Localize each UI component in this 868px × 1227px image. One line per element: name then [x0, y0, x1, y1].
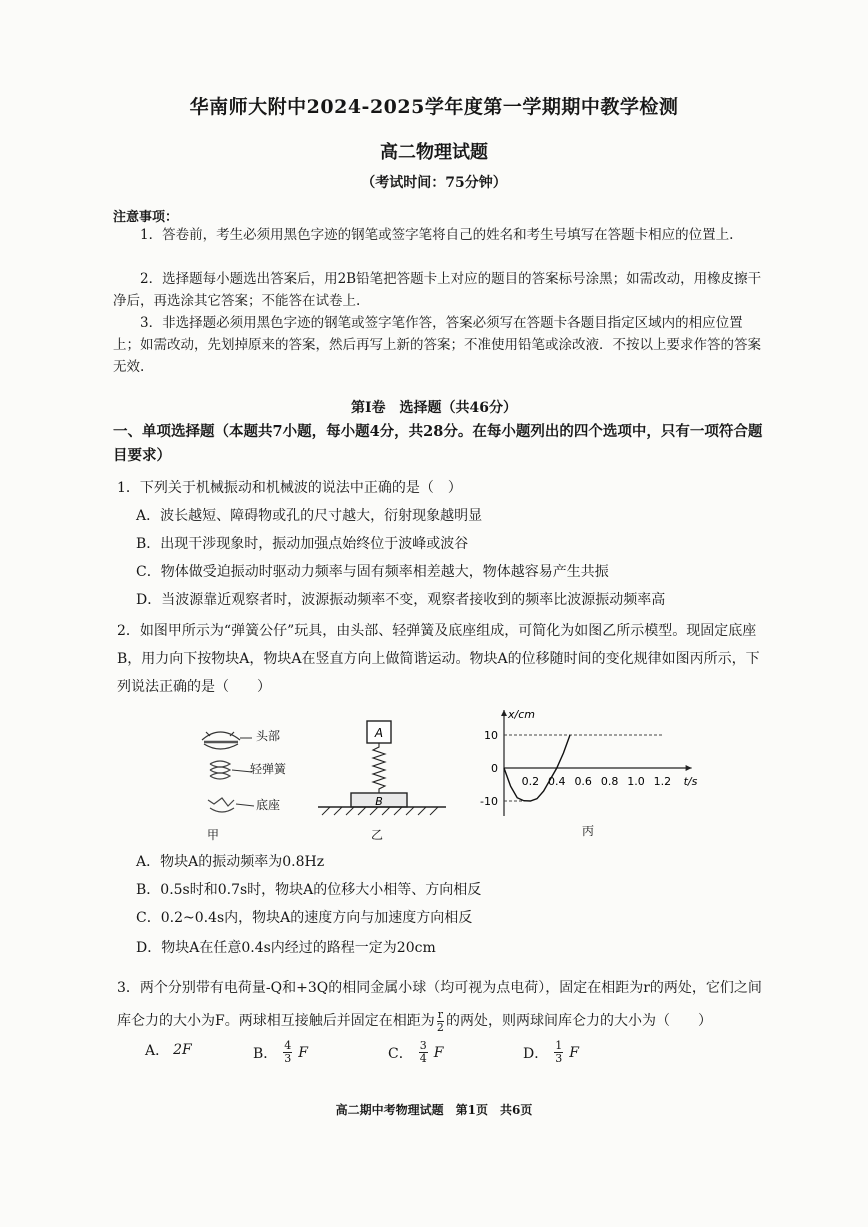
part-instructions: 一、单项选择题（本题共7小题，每小题4分，共28分。在每小题列出的四个选项中，只有一项符合题目要求） — [113, 423, 763, 464]
toy-head-drawing — [202, 732, 240, 749]
question-2-option-c: C．0.2~0.4s内，物块A的速度方向与加速度方向相反 — [136, 910, 473, 926]
toy-base-drawing — [208, 798, 234, 812]
yi-caption: 乙 — [371, 828, 384, 842]
option-c-label: C． — [388, 1045, 413, 1062]
question-1-stem: 1．下列关于机械振动和机械波的说法中正确的是（ ） — [117, 480, 462, 496]
question-3-option-a — [145, 1040, 192, 1060]
question-3-stem — [117, 972, 772, 1038]
notice-heading: 注意事项： — [113, 210, 179, 225]
figure-bing-chart — [460, 704, 710, 824]
page-footer: 高二期中考物理试题 第1页 共6页 — [335, 1103, 533, 1117]
exam-time: （考试时间：75分钟） — [361, 175, 507, 191]
option-d-label: D． — [523, 1045, 549, 1062]
label-line-base — [236, 804, 254, 806]
y-axis-label: x/cm — [508, 708, 535, 721]
exam-title: 华南师大附中2024-2025学年度第一学期期中教学检测 — [189, 96, 679, 118]
question-1-option-d: D．当波源靠近观察者时，波源振动频率不变，观察者接收到的频率比波源振动频率高 — [136, 592, 666, 608]
question-3-option-c — [388, 1040, 443, 1065]
option-b-fraction — [283, 1040, 292, 1065]
option-c-numerator: 3 — [419, 1039, 427, 1052]
question-3-option-b — [253, 1040, 308, 1065]
question-3-stem-part2: 的两处，则两球间库仑力的大小为（ ） — [445, 1013, 712, 1029]
option-c-fraction — [419, 1040, 428, 1065]
jia-label-head: 头部 — [256, 729, 281, 743]
option-d-denominator: 3 — [555, 1052, 563, 1065]
question-3-option-d — [523, 1040, 579, 1065]
option-a-value: 2F — [173, 1042, 192, 1058]
spring-shape — [373, 743, 385, 793]
question-2-option-d: D．物块A在任意0.4s内经过的路程一定为20cm — [136, 940, 436, 956]
notice-item-2: 2．选择题每小题选出答案后，用2B铅笔把答题卡上对应的题目的答案标号涂黑；如需改动，用橡皮擦干净后，再选涂其它答案；不能答在试卷上. — [113, 271, 762, 309]
y-tick-label: -10 — [480, 795, 498, 808]
exam-subtitle: 高二物理试题 — [380, 142, 488, 163]
notice-item-1: 1．答卷前，考生必须用黑色字迹的钢笔或签字笔将自己的姓名和考生号填写在答题卡相应的位置上. — [140, 227, 734, 243]
option-a-label: A． — [145, 1043, 170, 1059]
x-tick-label: 1.0 — [627, 775, 645, 788]
x-tick-label: 0.6 — [574, 775, 592, 788]
question-1-option-a: A．波长越短、障碍物或孔的尺寸越大，衍射现象越明显 — [136, 508, 483, 524]
question-2-option-b: B．0.5s时和0.7s时，物块A的位移大小相等、方向相反 — [136, 882, 482, 898]
toy-spring-drawing — [210, 761, 230, 779]
base-b-label: B — [375, 795, 383, 808]
question-3-stem-part1: 3．两个分别带有电荷量-Q和+3Q的相同金属小球（均可视为点电荷），固定在相距为r的两处，它们之间库仑力的大小为F。两球相互接触后并固定在相距为 — [117, 980, 762, 1029]
y-axis-arrow — [501, 710, 507, 716]
option-b-symbol: F — [298, 1044, 309, 1061]
question-1-option-c: C．物体做受迫振动时驱动力频率与固有频率相差越大，物体越容易产生共振 — [136, 564, 609, 580]
bing-caption: 丙 — [582, 824, 595, 838]
ground-hatch — [322, 807, 438, 815]
option-d-fraction — [554, 1040, 563, 1065]
notice-item-3: 3．非选择题必须用黑色字迹的钢笔或签字笔作答，答案必须写在答题卡各题目指定区域内的相应位置上；如需改动，先划掉原来的答案，然后再写上新的答案；不准使用铅笔或涂改液．不按以上要求作答的答案无效. — [113, 315, 761, 375]
x-axis-label: t/s — [683, 775, 698, 788]
option-c-symbol: F — [433, 1044, 444, 1061]
option-d-symbol: F — [569, 1044, 579, 1061]
jia-label-base: 底座 — [256, 798, 281, 812]
section-title: 第Ⅰ卷 选择题（共46分） — [350, 400, 518, 416]
option-c-denominator: 4 — [419, 1052, 427, 1065]
x-tick-label: 0.4 — [548, 775, 566, 788]
option-d-numerator: 1 — [555, 1039, 563, 1052]
x-tick-label: 0.8 — [600, 775, 619, 788]
distance-fraction — [437, 1009, 444, 1034]
question-2-option-a: A．物块A的振动频率为0.8Hz — [136, 854, 325, 870]
y-tick-label: 0 — [491, 762, 498, 775]
y-tick-label: 10 — [484, 729, 498, 742]
label-line-spring — [232, 770, 252, 772]
jia-caption: 甲 — [207, 828, 220, 842]
figure-yi — [318, 717, 448, 827]
question-2-stem: 2．如图甲所示为“弹簧公仔”玩具，由头部、轻弹簧及底座组成，可简化为如图乙所示模型。现固定底座B，用力向下按物块A，物块A在竖直方向上做简谐运动。物块A的位移随时间的变化规律如图丙所示，下列说法正确的是（ ） — [117, 623, 760, 695]
block-a-label: A — [374, 726, 384, 740]
figure-jia — [192, 712, 302, 842]
question-1-option-b: B．出现干涉现象时，振动加强点始终位于波峰或波谷 — [136, 536, 469, 552]
x-axis-arrow — [686, 765, 692, 771]
x-tick-label: 1.2 — [653, 775, 672, 788]
fraction-numerator: r — [437, 1007, 443, 1021]
fraction-denominator: 2 — [436, 1020, 444, 1034]
option-b-denominator: 3 — [284, 1052, 292, 1065]
option-b-label: B． — [253, 1045, 278, 1062]
jia-label-spring: 轻弹簧 — [250, 762, 287, 776]
x-tick-label: 0.2 — [521, 775, 540, 788]
option-b-numerator: 4 — [284, 1039, 292, 1052]
